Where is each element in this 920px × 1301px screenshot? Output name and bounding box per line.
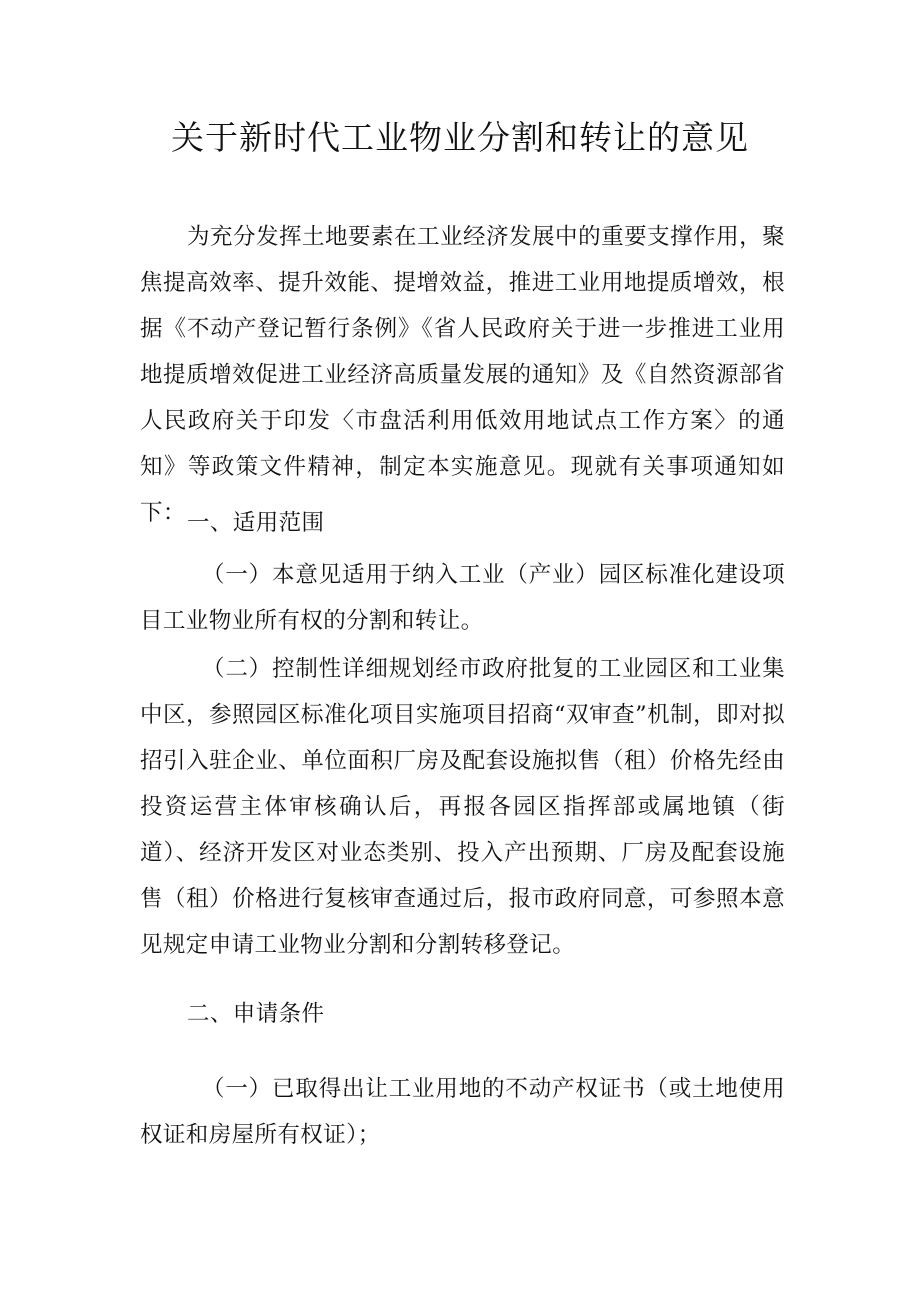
- intro-paragraph: 为充分发挥土地要素在工业经济发展中的重要支撑作用，聚焦提高效率、提升效能、提增效益，推进工业用地提质增效，根据《不动产登记暂行条例》《省人民政府关于进一步推进工业用地提质增效促进工业经济高质量发展的通知》及《自然资源部省人民政府关于印发〈市盘活利用低效用地试点工作方案〉的通知》等政策文件精神，制定本实施意见。现就有关事项通知如下：: [140, 224, 785, 526]
- section2-item1: （一）已取得出让工业用地的不动产权证书（或土地使用权证和房屋所有权证）；: [140, 1076, 785, 1148]
- section1-item2: （二）控制性详细规划经市政府批复的工业园区和工业集中区，参照园区标准化项目实施项目招商“双审查”机制，即对拟招引入驻企业、单位面积厂房及配套设施拟售（租）价格先经由投资运营主体审核确认后，再报各园区指挥部或属地镇（街道）、经济开发区对业态类别、投入产出预期、厂房及配套设施售（租）价格进行复核审查通过后，报市政府同意，可参照本意见规定申请工业物业分割和分割转移登记。: [140, 656, 785, 958]
- document-title: 关于新时代工业物业分割和转让的意见: [171, 118, 749, 157]
- section2-heading: 二、申请条件: [187, 1001, 325, 1027]
- section1-heading: 一、适用范围: [187, 510, 325, 536]
- section1-item1: （一）本意见适用于纳入工业（产业）园区标准化建设项目工业物业所有权的分割和转让。: [140, 562, 785, 634]
